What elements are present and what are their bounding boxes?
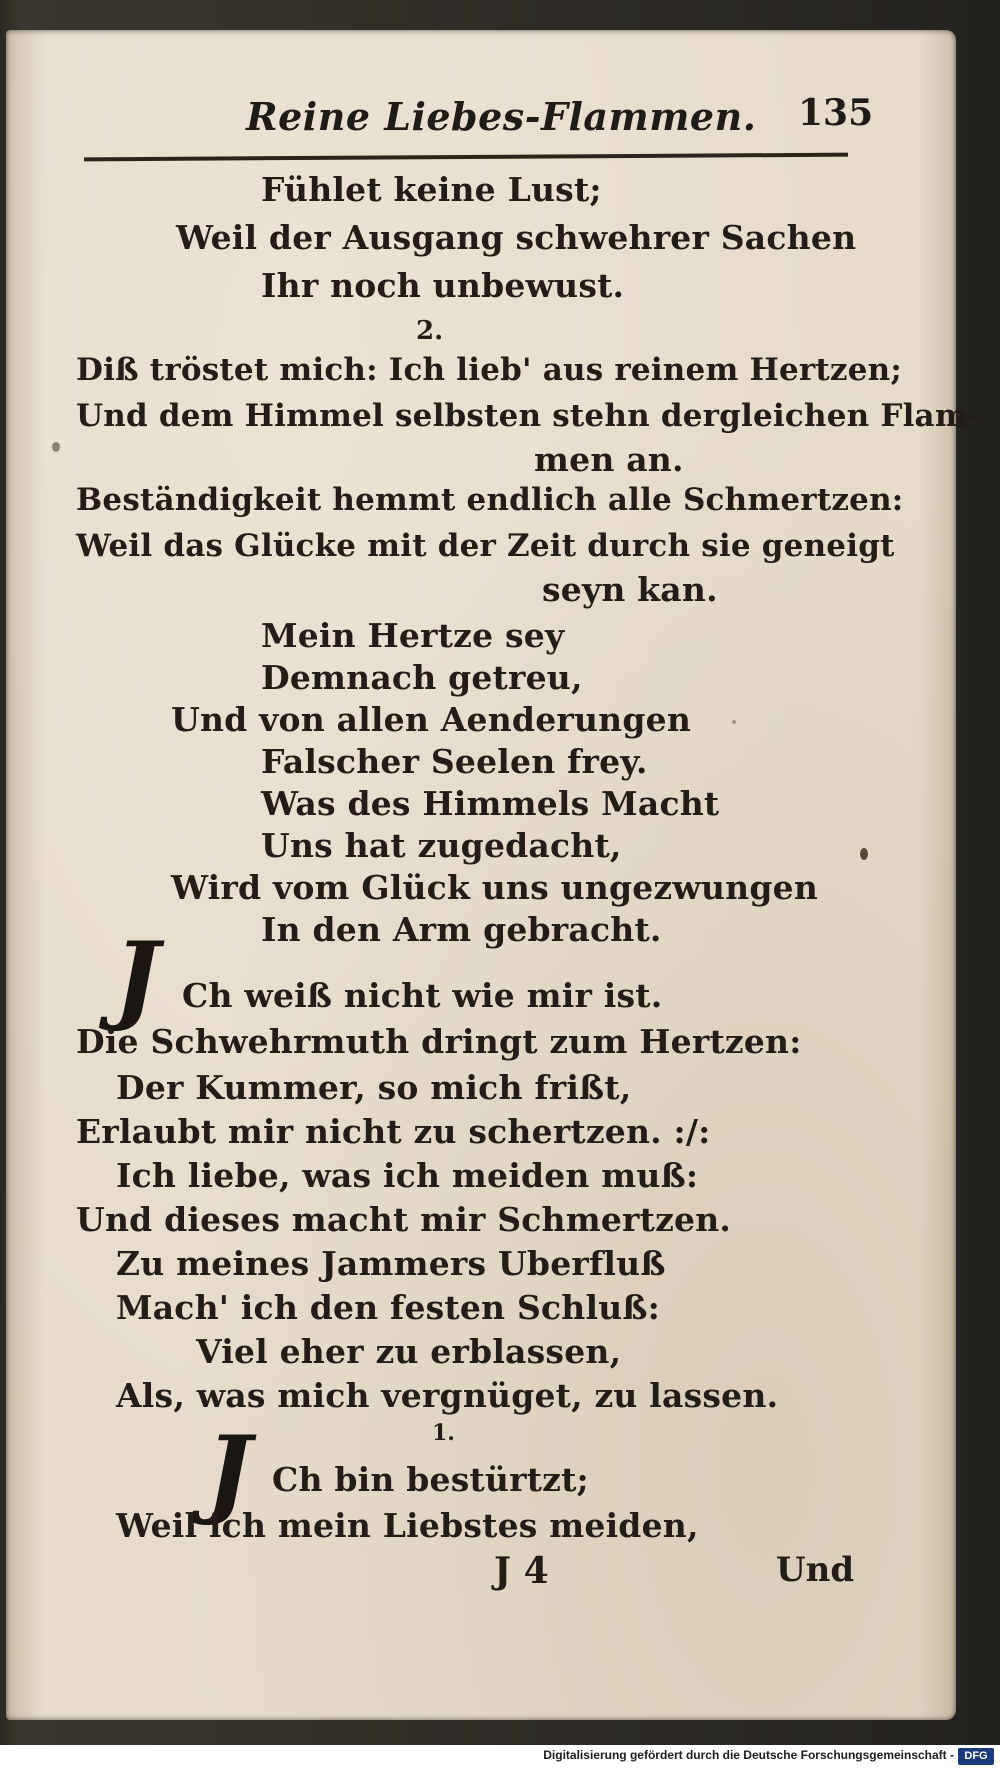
stanza-number: 1. xyxy=(432,1420,455,1446)
poem-line: Demnach getreu, xyxy=(261,658,583,697)
poem-line: Diß tröstet mich: Ich lieb' aus reinem Hertzen; xyxy=(76,352,903,388)
poem-line: Mach' ich den festen Schluß: xyxy=(116,1288,661,1327)
signature-mark: J 4 xyxy=(494,1550,549,1592)
drop-cap: J xyxy=(114,921,160,1034)
poem-line: Ch bin bestürtzt; xyxy=(272,1460,589,1499)
ink-spot xyxy=(52,442,60,452)
poem-line: Und von allen Aenderungen xyxy=(171,700,692,739)
running-head xyxy=(6,82,956,142)
poem-line: Und dem Himmel selbsten stehn dergleichen Flam- xyxy=(76,398,981,434)
poem-line: Weil ich mein Liebstes meiden, xyxy=(116,1506,699,1545)
poem-line: Der Kummer, so mich frißt, xyxy=(116,1068,632,1107)
poem-line: Wird vom Glück uns ungezwungen xyxy=(171,868,819,907)
header-rule xyxy=(84,153,848,162)
dfg-logo: DFG xyxy=(958,1748,994,1765)
poem-line: Erlaubt mir nicht zu schertzen. :/: xyxy=(76,1112,711,1151)
drop-cap: J xyxy=(206,1415,252,1528)
poem-line: Beständigkeit hemmt endlich alle Schmertzen: xyxy=(76,482,904,518)
poem-line: Viel eher zu erblassen, xyxy=(196,1332,622,1371)
catchword: Und xyxy=(776,1550,855,1590)
ink-spot xyxy=(732,720,736,724)
poem-line: Und dieses macht mir Schmertzen. xyxy=(76,1200,732,1239)
poem-line: seyn kan. xyxy=(542,570,718,609)
running-title: Reine Liebes-Flammen. xyxy=(246,94,757,139)
poem-line: Ihr noch unbewust. xyxy=(261,266,625,305)
poem-line: men an. xyxy=(534,440,684,479)
poem-line: Als, was mich vergnüget, zu lassen. xyxy=(116,1376,779,1415)
page-number: 135 xyxy=(798,92,874,134)
poem-line: Mein Hertze sey xyxy=(261,616,565,655)
poem-line: Weil das Glücke mit der Zeit durch sie geneigt xyxy=(76,528,895,564)
poem-line: Uns hat zugedacht, xyxy=(261,826,622,865)
poem-line: Ich liebe, was ich meiden muß: xyxy=(116,1156,699,1195)
poem-line: Falscher Seelen frey. xyxy=(261,742,648,781)
poem-line: In den Arm gebracht. xyxy=(261,910,662,949)
poem-line: Zu meines Jammers Uberfluß xyxy=(116,1244,666,1283)
credit-text: Digitalisierung gefördert durch die Deutsche Forschungsgemeinschaft - xyxy=(543,1748,954,1762)
poem-line: Ch weiß nicht wie mir ist. xyxy=(182,976,663,1015)
poem-line: Was des Himmels Macht xyxy=(261,784,720,823)
ink-spot xyxy=(860,848,868,860)
credit-bar xyxy=(0,1745,1000,1769)
poem-line: Die Schwehrmuth dringt zum Hertzen: xyxy=(76,1022,802,1061)
book-page xyxy=(6,30,981,1720)
stanza-number: 2. xyxy=(416,316,444,346)
poem-line: Fühlet keine Lust; xyxy=(261,170,602,209)
poem-line: Weil der Ausgang schwehrer Sachen xyxy=(176,218,857,257)
